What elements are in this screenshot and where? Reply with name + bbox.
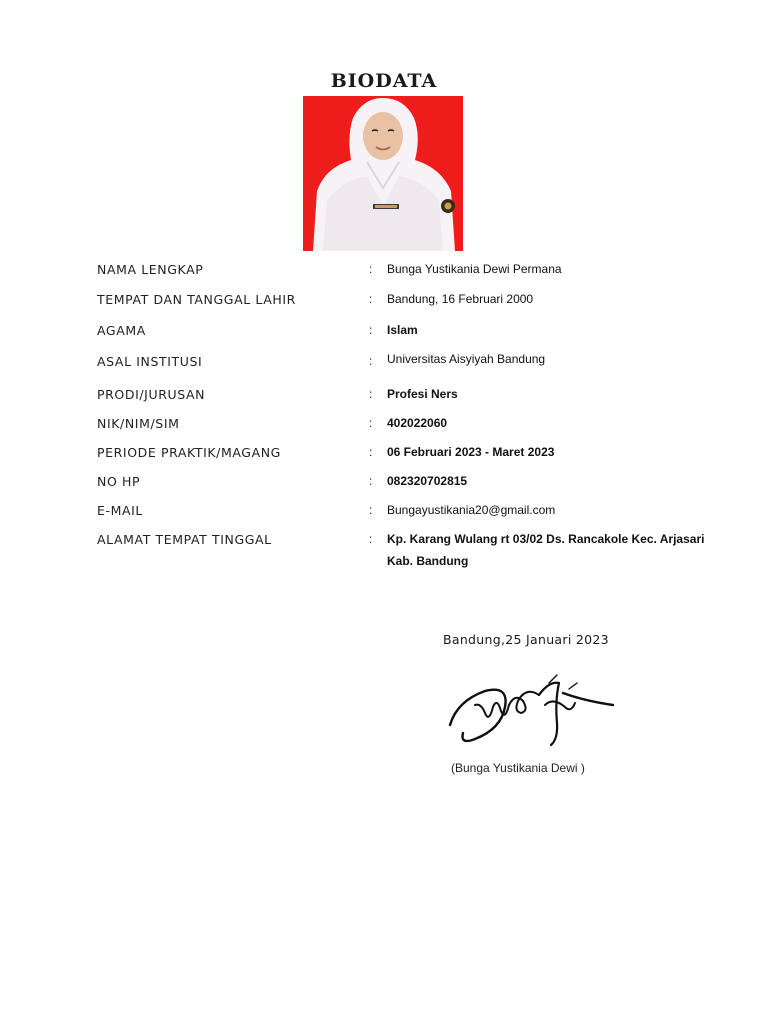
field-label: PERIODE PRAKTIK/MAGANG <box>97 445 281 460</box>
field-value: Bunga Yustikania Dewi Permana <box>387 262 562 276</box>
field-value: Profesi Ners <box>387 387 458 401</box>
separator: : <box>369 474 373 488</box>
field-label: AGAMA <box>97 323 146 338</box>
separator: : <box>369 292 373 306</box>
field-value: Kp. Karang Wulang rt 03/02 Ds. Rancakole Kec. Arjasari Kab. Bandung <box>387 532 705 568</box>
field-value: 06 Februari 2023 - Maret 2023 <box>387 445 555 459</box>
handwritten-signature <box>445 653 615 758</box>
profile-photo <box>303 96 463 251</box>
separator: : <box>369 354 373 368</box>
field-label: NIK/NIM/SIM <box>97 416 180 431</box>
separator: : <box>369 503 373 517</box>
field-value: Universitas Aisyiyah Bandung <box>387 352 546 366</box>
field-value: Bungayustikania20@gmail.com <box>387 503 556 517</box>
field-label: ALAMAT TEMPAT TINGGAL <box>97 532 272 547</box>
separator: : <box>369 445 373 459</box>
separator: : <box>369 262 373 276</box>
field-value: Islam <box>387 323 418 337</box>
signer-name: (Bunga Yustikania Dewi ) <box>451 761 585 775</box>
field-label: ASAL INSTITUSI <box>97 354 203 369</box>
field-label: NO HP <box>97 474 141 489</box>
separator: : <box>369 323 373 337</box>
field-label: PRODI/JURUSAN <box>97 387 206 402</box>
face <box>363 112 403 160</box>
field-value: Bandung, 16 Februari 2000 <box>387 292 534 306</box>
field-label: TEMPAT DAN TANGGAL LAHIR <box>97 292 296 307</box>
field-label: E-MAIL <box>97 503 143 518</box>
document-title: BIODATA <box>330 70 438 92</box>
field-value: 402022060 <box>387 416 448 430</box>
field-value: 082320702815 <box>387 474 468 488</box>
separator: : <box>369 416 373 430</box>
separator: : <box>369 532 373 546</box>
separator: : <box>369 387 373 401</box>
place-date: Bandung,25 Januari 2023 <box>443 632 609 647</box>
field-label: NAMA LENGKAP <box>97 262 204 277</box>
